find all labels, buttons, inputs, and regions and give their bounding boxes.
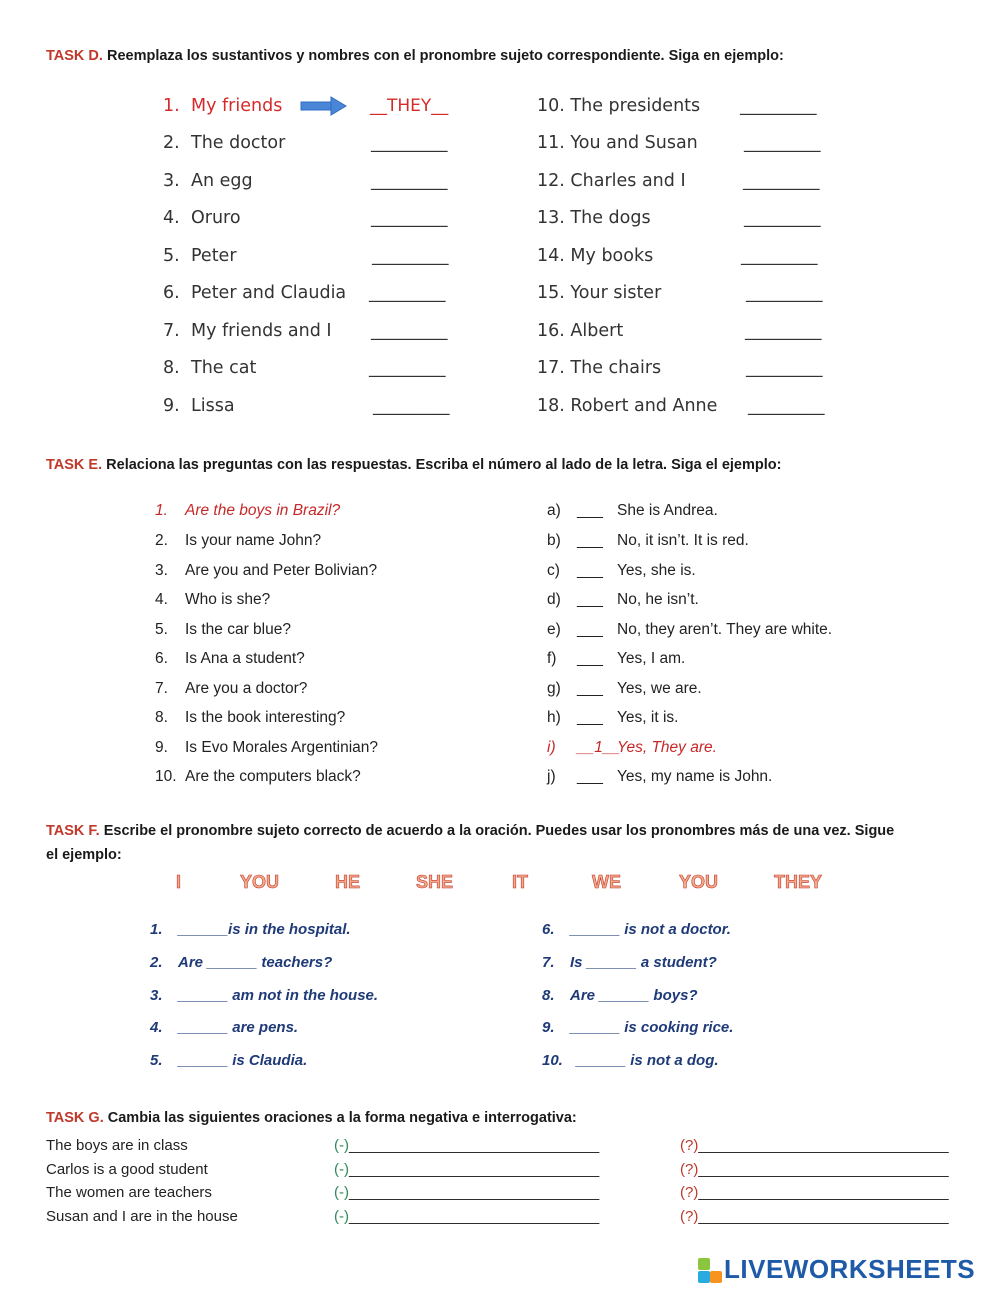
- task-g-negative-1[interactable]: (-)______________________________: [334, 1137, 600, 1154]
- task-d-answer-4[interactable]: _________: [371, 208, 448, 228]
- task-e-question-5: 5. Is the car blue?: [155, 621, 291, 638]
- task-d-answer-6[interactable]: _________: [369, 283, 446, 303]
- task-d-item-6: 6. Peter and Claudia: [163, 283, 347, 303]
- task-f-item-8[interactable]: 8. Are ______ boys?: [542, 987, 698, 1004]
- task-g-negative-2[interactable]: (-)______________________________: [334, 1161, 600, 1178]
- task-e-question-4: 4. Who is she?: [155, 591, 271, 608]
- task-e-question-2: 2. Is your name John?: [155, 532, 322, 549]
- pronoun-we: WE: [592, 872, 621, 892]
- task-e-heading: [46, 457, 781, 473]
- task-d-answer-8[interactable]: _________: [369, 358, 446, 378]
- task-e-blank-f[interactable]: ___: [577, 650, 603, 667]
- task-e-blank-a[interactable]: ___: [577, 502, 603, 519]
- task-e-blank-c[interactable]: ___: [577, 562, 603, 579]
- task-d-answer-12[interactable]: _________: [743, 171, 820, 191]
- pronoun-i: I: [176, 872, 182, 892]
- task-f-item-3[interactable]: 3. ______ am not in the house.: [150, 987, 379, 1004]
- task-g-interrogative-4[interactable]: (?)______________________________: [680, 1208, 949, 1225]
- task-f-label: TASK F.: [46, 823, 100, 839]
- task-e-answer-d: d) ___ No, he isn’t.: [547, 591, 699, 608]
- task-f-item-7[interactable]: 7. Is ______ a student?: [542, 954, 717, 971]
- task-d-label: TASK D.: [46, 48, 103, 64]
- task-g-negative-4[interactable]: (-)______________________________: [334, 1208, 600, 1225]
- task-e-question-3: 3. Are you and Peter Bolivian?: [155, 562, 378, 579]
- task-g-negative-3[interactable]: (-)______________________________: [334, 1184, 600, 1201]
- task-g-interrogative-1[interactable]: (?)______________________________: [680, 1137, 949, 1154]
- task-d-answer-17[interactable]: _________: [746, 358, 823, 378]
- task-f-item-9[interactable]: 9. ______ is cooking rice.: [542, 1019, 734, 1036]
- task-e-blank-h[interactable]: ___: [577, 709, 603, 726]
- task-e-blank-e[interactable]: ___: [577, 621, 603, 638]
- task-d-answer-11[interactable]: _________: [744, 133, 821, 153]
- liveworksheets-logo-icon: [698, 1258, 722, 1284]
- liveworksheets-logo[interactable]: LIVEWORKSHEETS: [724, 1254, 976, 1284]
- task-g-sentence-1: The boys are in class: [46, 1137, 188, 1154]
- task-g-sentence-4: Susan and I are in the house: [46, 1208, 238, 1225]
- task-f-item-5[interactable]: 5. ______ is Claudia.: [150, 1052, 308, 1069]
- task-d-item-9: 9. Lissa: [163, 396, 235, 416]
- task-e-answer-j: j) ___ Yes, my name is John.: [547, 768, 773, 785]
- task-g-sentence-3: The women are teachers: [46, 1184, 212, 1201]
- task-e-question-7: 7. Are you a doctor?: [155, 680, 308, 697]
- task-d-item-18: 18. Robert and Anne: [537, 396, 718, 416]
- task-d-item-10: 10. The presidents: [537, 96, 701, 116]
- task-e-question-10: 10. Are the computers black?: [155, 768, 361, 785]
- pronoun-it: IT: [512, 872, 528, 892]
- task-d-instruction: Reemplaza los sustantivos y nombres con el pronombre sujeto correspondiente. Siga en ejemplo:: [102, 48, 784, 64]
- task-e-question-6: 6. Is Ana a student?: [155, 650, 305, 667]
- task-d-item-3: 3. An egg: [163, 171, 253, 191]
- task-d-answer-1[interactable]: __THEY__: [370, 96, 449, 116]
- task-g-instruction: Cambia las siguientes oraciones a la forma negativa e interrogativa:: [103, 1110, 577, 1126]
- task-f-instruction: Escribe el pronombre sujeto correcto de acuerdo a la oración. Puedes usar los pronombres más de una vez. Sigue: [99, 823, 895, 839]
- task-d-item-14: 14. My books: [537, 246, 654, 266]
- task-e-answer-b: b) ___ No, it isn’t. It is red.: [547, 532, 749, 549]
- task-d-item-5: 5. Peter: [163, 246, 237, 266]
- task-e-answer-e: e) ___ No, they aren’t. They are white.: [547, 621, 833, 638]
- task-e-blank-j[interactable]: ___: [577, 768, 603, 785]
- task-d-item-17: 17. The chairs: [537, 358, 662, 378]
- task-f-item-10[interactable]: 10. ______ is not a dog.: [542, 1052, 719, 1069]
- task-d-item-4: 4. Oruro: [163, 208, 241, 228]
- task-d-item-1: 1. My friends: [163, 96, 283, 116]
- task-d-item-7: 7. My friends and I: [163, 321, 332, 341]
- task-g-heading: [46, 1110, 577, 1126]
- task-g-interrogative-2[interactable]: (?)______________________________: [680, 1161, 949, 1178]
- task-d-item-12: 12. Charles and I: [537, 171, 686, 191]
- task-e-answer-f: f) ___ Yes, I am.: [547, 650, 686, 667]
- task-d-answer-3[interactable]: _________: [371, 171, 448, 191]
- task-g-label: TASK G.: [46, 1110, 104, 1126]
- task-d-answer-18[interactable]: _________: [748, 396, 825, 416]
- task-d-answer-9[interactable]: _________: [373, 396, 450, 416]
- task-d-item-15: 15. Your sister: [537, 283, 662, 303]
- task-d-answer-15[interactable]: _________: [746, 283, 823, 303]
- task-d-item-11: 11. You and Susan: [537, 133, 698, 153]
- task-d-answer-13[interactable]: _________: [744, 208, 821, 228]
- task-e-blank-b[interactable]: ___: [577, 532, 603, 549]
- task-e-question-8: 8. Is the book interesting?: [155, 709, 346, 726]
- task-f-item-4[interactable]: 4. ______ are pens.: [150, 1019, 299, 1036]
- task-f-item-2[interactable]: 2. Are ______ teachers?: [150, 954, 333, 971]
- task-e-label: TASK E.: [46, 457, 103, 473]
- task-f-heading: [46, 823, 894, 839]
- task-e-instruction: Relaciona las preguntas con las respuestas. Escriba el número al lado de la letra. Siga el ejemplo:: [102, 457, 782, 473]
- task-e-blank-i[interactable]: __1__: [577, 739, 621, 756]
- task-g-interrogative-3[interactable]: (?)______________________________: [680, 1184, 949, 1201]
- task-e-answer-a: a) ___ She is Andrea.: [547, 502, 718, 519]
- task-e-answer-g: g) ___ Yes, we are.: [547, 680, 702, 697]
- task-d-item-13: 13. The dogs: [537, 208, 651, 228]
- task-e-blank-g[interactable]: ___: [577, 680, 603, 697]
- task-f-item-6[interactable]: 6. ______ is not a doctor.: [542, 921, 731, 938]
- task-d-item-8: 8. The cat: [163, 358, 257, 378]
- task-f-instruction-line-2: el ejemplo:: [46, 847, 122, 863]
- task-e-answer-i: i) __1__Yes, They are.: [547, 739, 717, 756]
- task-d-answer-10[interactable]: _________: [740, 96, 817, 116]
- pronoun-you: YOU: [240, 872, 280, 892]
- pronoun-you-plural: YOU: [679, 872, 719, 892]
- task-g-sentence-2: Carlos is a good student: [46, 1161, 208, 1178]
- task-e-answer-c: c) ___ Yes, she is.: [547, 562, 696, 579]
- task-d-answer-7[interactable]: _________: [371, 321, 448, 341]
- task-e-question-1: 1. Are the boys in Brazil?: [155, 502, 341, 519]
- task-e-answer-h: h) ___ Yes, it is.: [547, 709, 679, 726]
- pronoun-he: HE: [335, 872, 361, 892]
- task-f-item-1[interactable]: 1. ______is in the hospital.: [150, 921, 351, 938]
- pronoun-they: THEY: [774, 872, 823, 892]
- task-d-answer-5[interactable]: _________: [372, 246, 449, 266]
- task-d-heading: [46, 48, 784, 64]
- task-d-item-16: 16. Albert: [537, 321, 624, 341]
- right-arrow-icon: [300, 96, 348, 116]
- task-d-answer-2[interactable]: _________: [371, 133, 448, 153]
- pronoun-she: SHE: [416, 872, 454, 892]
- task-d-answer-16[interactable]: _________: [745, 321, 822, 341]
- task-e-blank-d[interactable]: ___: [577, 591, 603, 608]
- task-d-answer-14[interactable]: _________: [741, 246, 818, 266]
- task-d-item-2: 2. The doctor: [163, 133, 286, 153]
- task-e-question-9: 9. Is Evo Morales Argentinian?: [155, 739, 378, 756]
